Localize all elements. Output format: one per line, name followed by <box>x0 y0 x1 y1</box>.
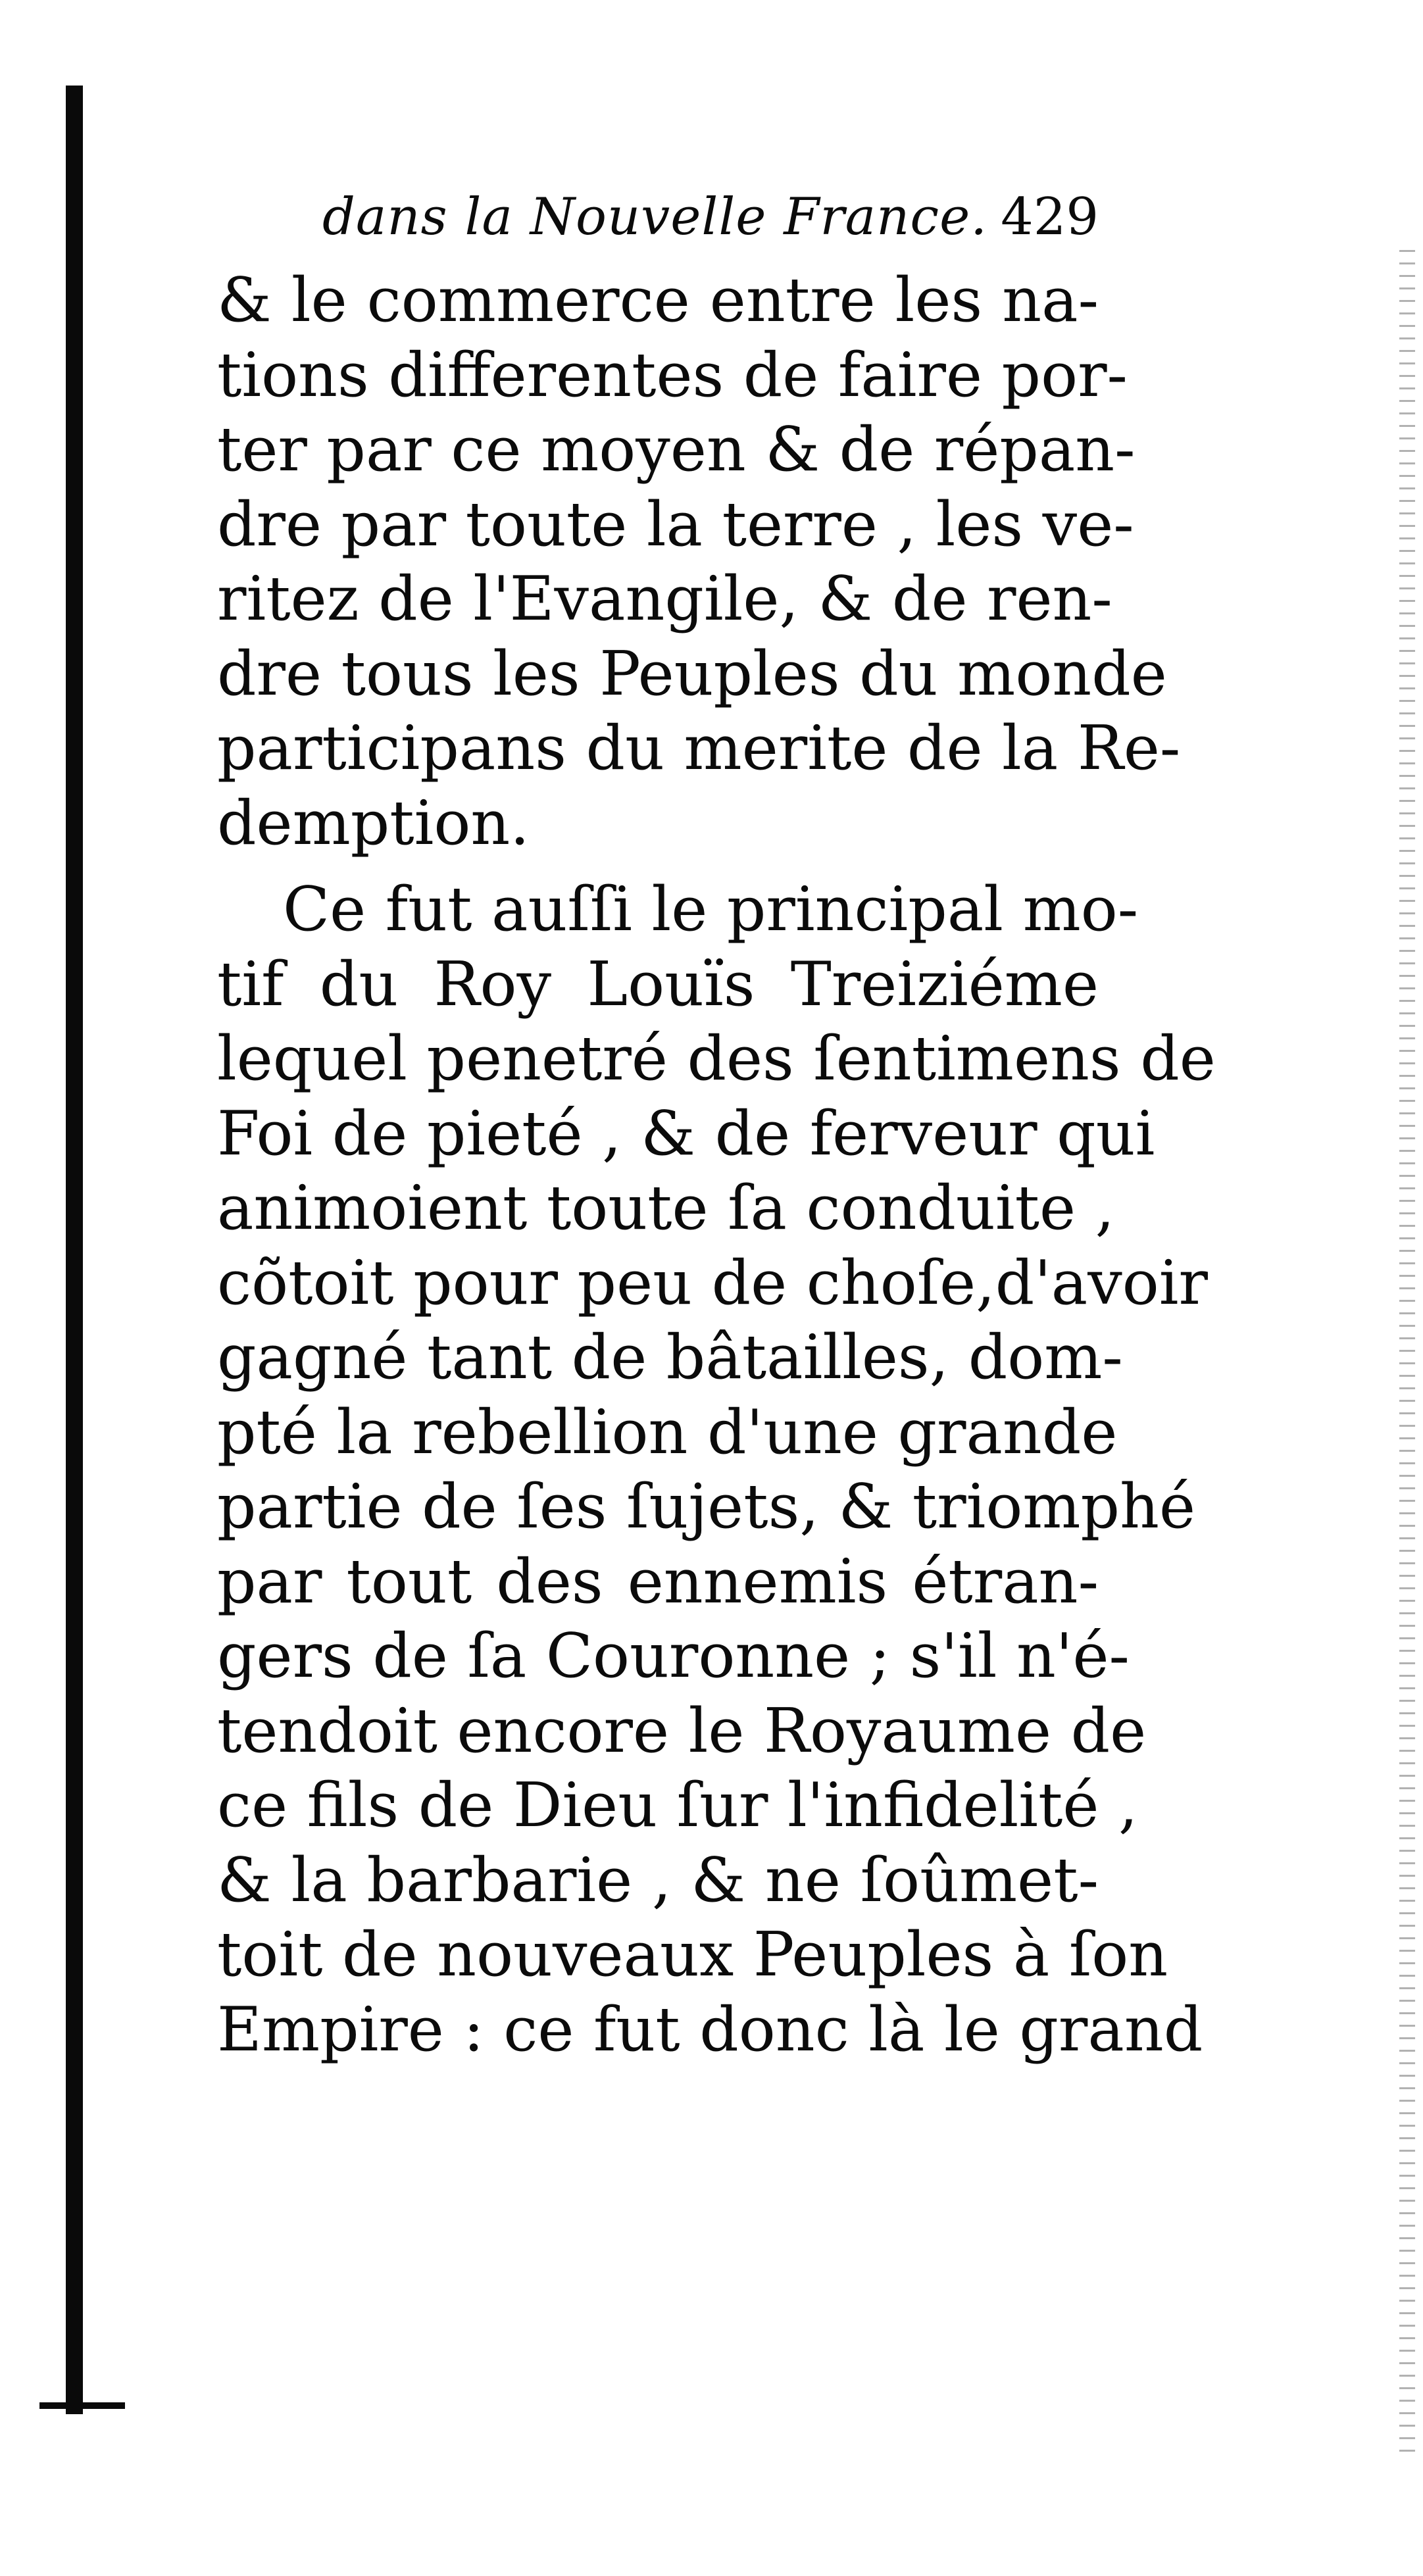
running-title: dans la Nouvelle France. <box>322 187 988 247</box>
text-line: tions differentes de faire por- <box>217 339 1128 410</box>
text-line: toit de nouveaux Peuples à ſon <box>217 1919 1168 1990</box>
text-line: demption. <box>217 787 530 858</box>
text-line: Empire : ce fut donc là le grand <box>217 1993 1203 2065</box>
running-head <box>322 178 1099 263</box>
text-line: & le commerce entre les na- <box>217 264 1099 335</box>
book-page <box>217 178 1216 2067</box>
text-line: dre par toute la terre , les ve- <box>217 488 1134 560</box>
text-line: pté la rebellion d'une grande <box>217 1396 1118 1468</box>
text-line: animoient toute ſa conduite , <box>217 1172 1115 1243</box>
paragraph-gap <box>217 860 1099 872</box>
text-line: & la barbarie , & ne ſoûmet- <box>217 1844 1099 1916</box>
binding-edge-bar <box>66 86 83 2414</box>
text-line: cõtoit pour peu de choſe,d'avoir <box>217 1247 1208 1318</box>
text-line: ter par ce moyen & de répan- <box>217 414 1136 485</box>
text-line: ritez de l'Evangile, & de ren- <box>217 563 1112 634</box>
right-margin-speckle <box>1399 250 1415 2460</box>
text-line: gers de ſa Couronne ; s'il n'é- <box>217 1620 1130 1691</box>
text-line: ce fils de Dieu ſur l'infidelité , <box>217 1770 1138 1841</box>
text-line: lequel penetré des ſentimens de <box>217 1023 1216 1094</box>
text-line: tif du Roy Louïs Treiziéme <box>217 948 1099 1020</box>
text-line: Ce fut auſſi le principal mo- <box>283 874 1139 945</box>
text-line: tendoit encore le Royaume de <box>217 1695 1147 1766</box>
page-number: 429 <box>1001 187 1099 247</box>
text-line: gagné tant de bâtailles, dom- <box>217 1322 1123 1393</box>
text-line: par tout des ennemis étran- <box>217 1545 1099 1617</box>
binding-edge-foot <box>39 2402 125 2409</box>
text-line: Foi de pieté , & de ferveur qui <box>217 1097 1155 1169</box>
text-line: participans du merite de la Re- <box>217 712 1181 783</box>
text-line: partie de ſes ſujets, & triomphé <box>217 1471 1196 1542</box>
paragraph-1 <box>217 263 1181 860</box>
paragraph-2 <box>217 872 1216 2067</box>
text-line: dre tous les Peuples du monde <box>217 637 1167 709</box>
